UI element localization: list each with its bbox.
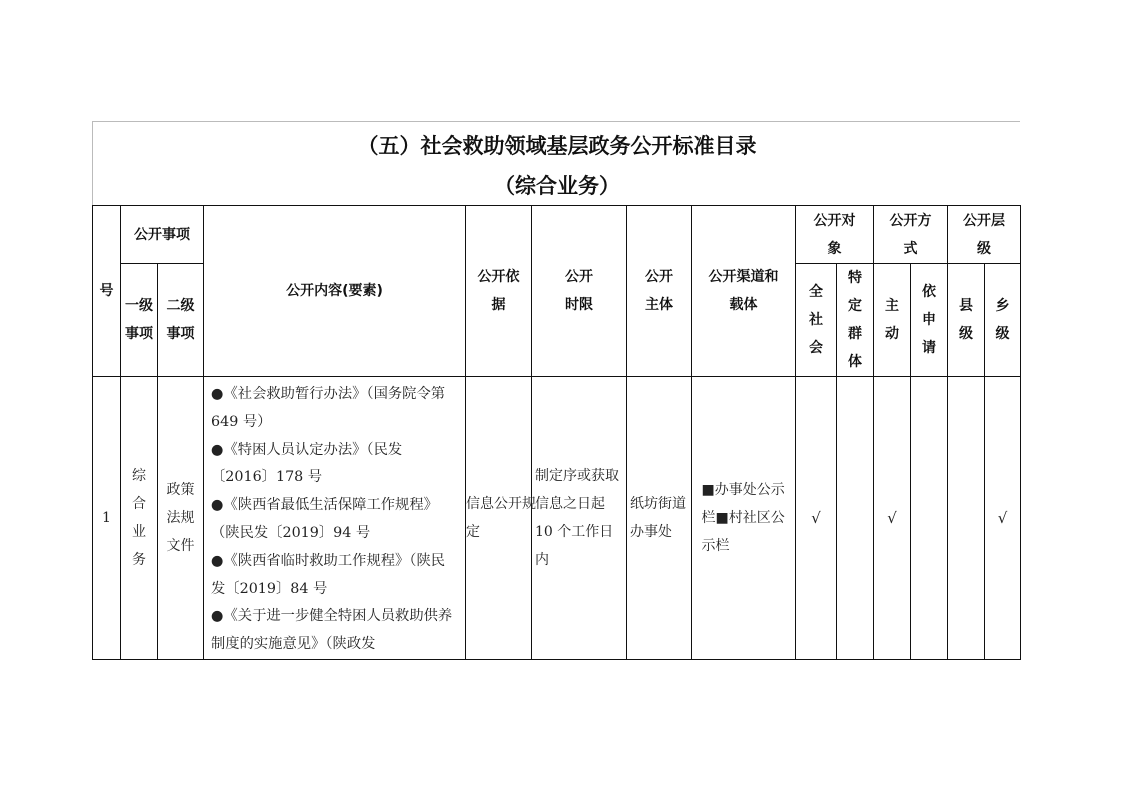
row-level2: 政策 法规 文件	[158, 377, 204, 660]
header-basis: 公开依 据	[466, 206, 532, 377]
row-seq: 1	[93, 377, 121, 660]
header-method-active: 主 动	[874, 264, 911, 377]
header-method: 公开方 式	[874, 206, 948, 264]
header-items: 公开事项	[121, 206, 204, 264]
table-row	[93, 377, 1021, 660]
check-audience-specific	[837, 377, 874, 660]
header-audience: 公开对 象	[796, 206, 874, 264]
header-subject: 公开 主体	[627, 206, 692, 377]
header-level1: 一级 事项	[121, 264, 158, 377]
check-level-county	[948, 377, 985, 660]
header-channel: 公开渠道和 载体	[692, 206, 796, 377]
row-time: 制定序或获取信息之日起 10 个工作日内	[532, 377, 627, 660]
row-content	[204, 377, 466, 660]
header-content: 公开内容(要素)	[204, 206, 466, 377]
row-subject: 纸坊街道办事处	[627, 377, 692, 660]
content-item: ●《关于进一步健全特困人员救助供养制度的实施意见》（陕政发	[211, 608, 453, 653]
header-level-county: 县 级	[948, 264, 985, 377]
check-method-active: √	[874, 377, 911, 660]
header-method-request: 依 申 请	[911, 264, 948, 377]
row-basis: 信息公开规定	[466, 377, 532, 660]
content-item: ●《社会救助暂行办法》（国务院令第 649 号）	[211, 386, 446, 430]
header-audience-all: 全 社 会	[796, 264, 837, 377]
title-block	[92, 121, 1020, 206]
content-item: ●《特困人员认定办法》（民发〔2016〕178 号	[211, 441, 403, 486]
row-channel: ■办事处公示栏■村社区公示栏	[692, 377, 796, 660]
page-title: （五）社会救助领域基层政务公开标准目录	[357, 134, 757, 158]
header-time: 公开 时限	[532, 206, 627, 377]
header-level2: 二级 事项	[158, 264, 204, 377]
page-subtitle: （综合业务）	[494, 174, 620, 198]
check-audience-all: √	[796, 377, 837, 660]
row-level1: 综 合 业 务	[121, 377, 158, 660]
header-seq: 号	[93, 206, 121, 377]
content-item: ●《陕西省最低生活保障工作规程》（陕民发〔2019〕94 号	[211, 497, 438, 541]
check-method-request	[911, 377, 948, 660]
content-item: ●《陕西省临时救助工作规程》（陕民发〔2019〕84 号	[211, 552, 446, 597]
check-level-township: √	[985, 377, 1021, 660]
header-level-township: 乡 级	[985, 264, 1021, 377]
header-row-1	[93, 206, 1021, 264]
catalog-table	[92, 205, 1021, 660]
header-audience-specific: 特 定 群 体	[837, 264, 874, 377]
header-level: 公开层 级	[948, 206, 1021, 264]
